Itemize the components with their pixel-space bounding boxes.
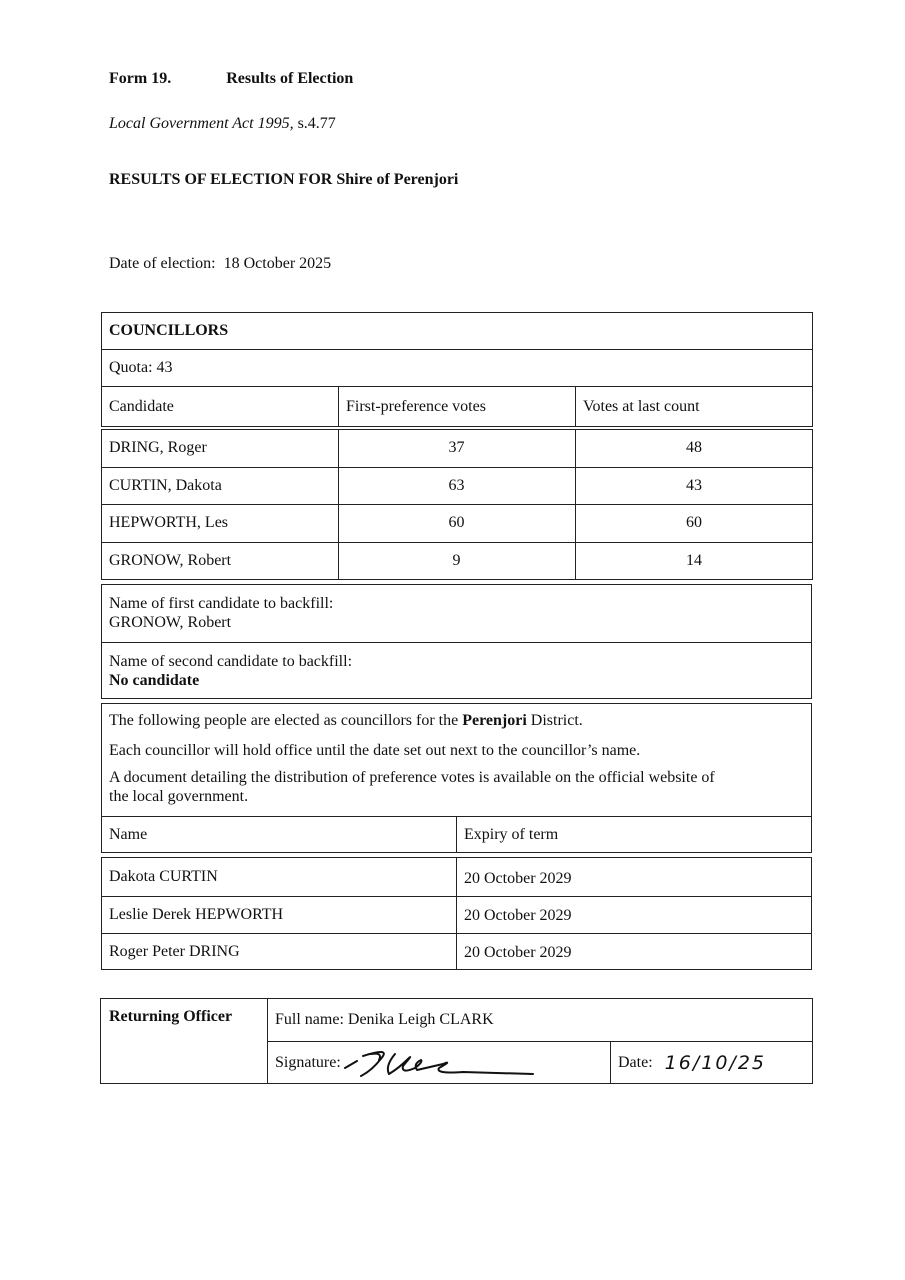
- second-backfill-label: Name of second candidate to backfill:: [109, 653, 353, 670]
- signature-label: Signature:: [275, 1053, 341, 1071]
- full-name: [267, 998, 813, 1041]
- column-header-name: Name: [109, 825, 148, 843]
- elected-line-3: [109, 768, 715, 806]
- last-count-votes: 43: [686, 476, 702, 494]
- first-preference-votes: 60: [448, 514, 465, 531]
- form-title: [109, 70, 353, 88]
- elected-line-1-end: District.: [530, 712, 583, 729]
- page-title: RESULTS OF ELECTION FOR Shire of Perenjori: [109, 171, 459, 188]
- date-field: [610, 1041, 813, 1084]
- elected-name: Dakota CURTIN: [109, 867, 218, 885]
- election-date: [109, 255, 331, 273]
- expiry-date: 20 October 2029: [464, 869, 572, 887]
- elected-line-3b: the local government.: [109, 788, 249, 805]
- form-number: Form 19.: [109, 70, 172, 87]
- election-date-label: Date of election:: [109, 255, 216, 272]
- candidate-name: HEPWORTH, Les: [109, 514, 229, 531]
- first-backfill-value: GRONOW, Robert: [109, 614, 232, 631]
- first-preference-votes: 37: [448, 439, 465, 456]
- full-name-label: Full name:: [275, 1010, 344, 1028]
- quota: [101, 349, 813, 386]
- first-backfill-label: Name of first candidate to backfill:: [109, 595, 334, 612]
- election-date-value: 18 October 2025: [223, 255, 332, 272]
- second-backfill-value: No candidate: [109, 672, 200, 689]
- act-name: Local Government Act 1995,: [109, 115, 294, 132]
- expiry-date: 20 October 2029: [464, 943, 572, 961]
- act-section: s.4.77: [297, 115, 336, 132]
- elected-line-3a: A document detailing the distribution of preference votes is available on the official website of: [109, 769, 715, 786]
- column-header-last-count: Votes at last count: [583, 397, 700, 415]
- first-preference-votes: 63: [448, 476, 465, 494]
- last-count-votes: 60: [686, 514, 702, 531]
- date-label: Date:: [618, 1053, 653, 1071]
- second-backfill: [109, 652, 352, 690]
- act-reference: [109, 115, 336, 133]
- form-name: Results of Election: [226, 70, 354, 87]
- quota-value: 43: [156, 358, 173, 376]
- elected-name: Roger Peter DRING: [109, 942, 240, 960]
- last-count-votes: 14: [686, 552, 702, 569]
- signature-field: [267, 1041, 610, 1084]
- date-value: 16/10/25: [664, 1051, 766, 1074]
- elected-name: Leslie Derek HEPWORTH: [109, 905, 284, 923]
- candidate-name: DRING, Roger: [109, 439, 207, 456]
- first-preference-votes: 9: [452, 552, 461, 569]
- elected-line-1: [109, 711, 583, 730]
- candidate-name: GRONOW, Robert: [109, 552, 232, 569]
- expiry-date: 20 October 2029: [464, 906, 572, 924]
- full-name-value: Denika Leigh CLARK: [347, 1010, 494, 1028]
- candidate-name: CURTIN, Dakota: [109, 476, 222, 494]
- quota-label: Quota:: [109, 358, 153, 376]
- handwritten-signature: [343, 1046, 543, 1080]
- divider: [101, 642, 812, 643]
- elected-line-2: Each councillor will hold office until the date set out next to the councillor’s name.: [109, 742, 641, 759]
- last-count-votes: 48: [686, 439, 702, 456]
- column-header-candidate: Candidate: [109, 397, 174, 415]
- column-header-first-preference: First-preference votes: [346, 397, 486, 415]
- elected-line-1-text: The following people are elected as councillors for the: [109, 712, 459, 729]
- returning-officer-label: Returning Officer: [109, 1008, 233, 1025]
- first-backfill: [109, 594, 333, 632]
- district-name: Perenjori: [462, 712, 527, 729]
- column-header-expiry: Expiry of term: [464, 825, 559, 843]
- councillors-title: COUNCILLORS: [109, 321, 229, 339]
